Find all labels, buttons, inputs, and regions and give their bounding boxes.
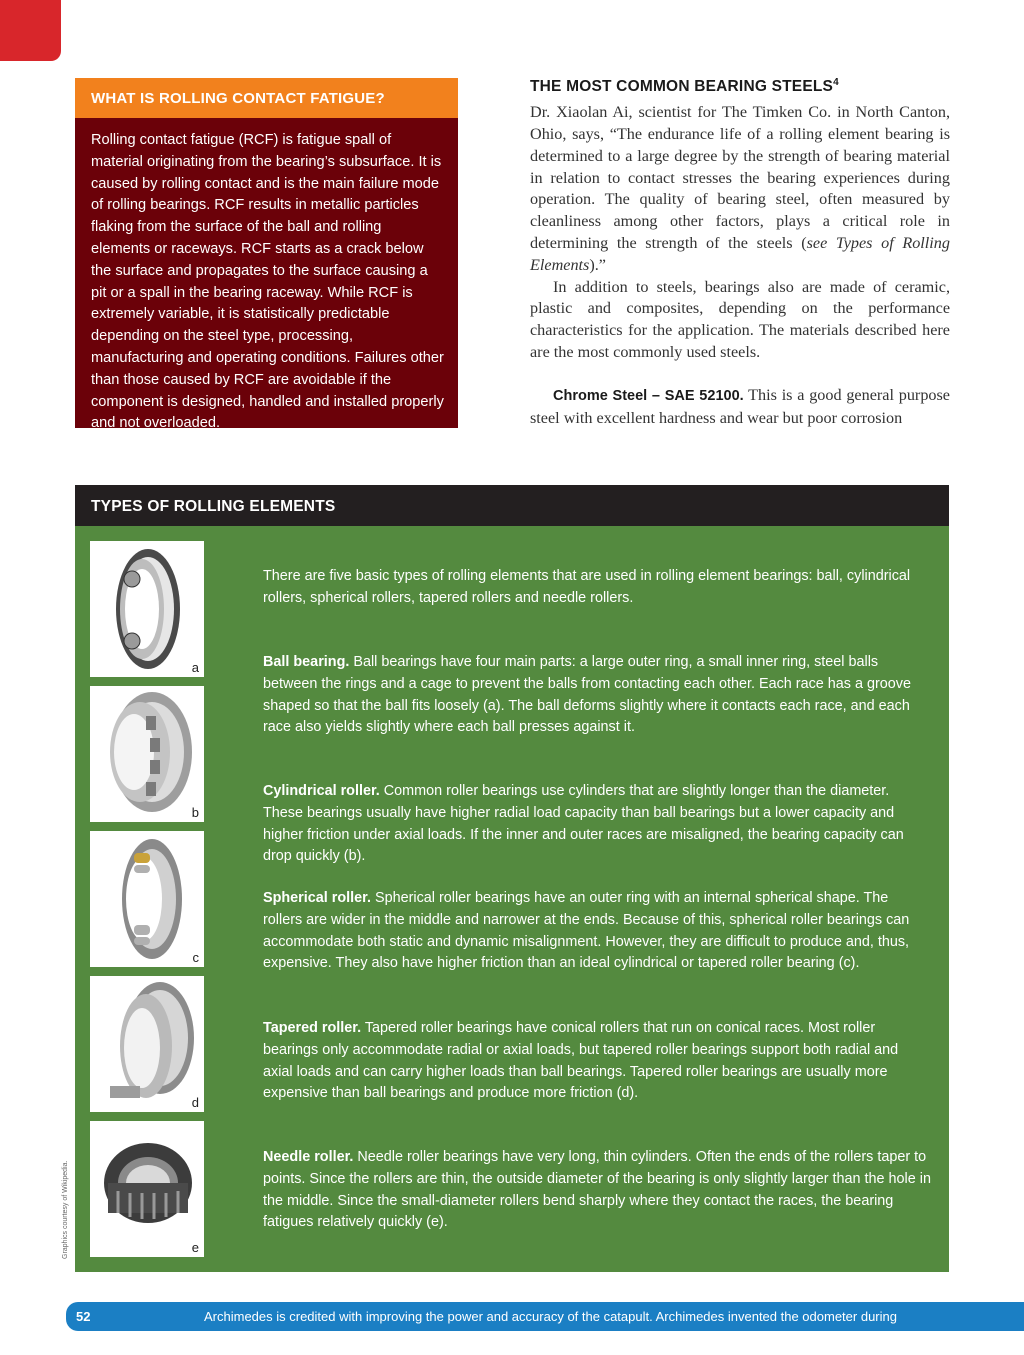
corner-tab [0,0,61,61]
tapered-roller-bearing-icon [90,976,204,1112]
cylindrical-roller-bearing-icon [90,686,204,822]
bearing-steels-article [530,77,950,429]
caption-a: a [191,660,199,675]
cylindrical-roller-title: Cylindrical roller. [263,783,380,799]
bearing-steels-paragraph-2: In addition to steels, bearings also are made of ceramic, plastic and composites, depending on the performance characteristics for the application. The materials described here are the most commonly used steels. [530,277,950,361]
chrome-steel-paragraph: Chrome Steel – SAE 52100. This is a good general purpose steel with excellent hardness and wear but poor corrosion [530,385,950,427]
caption-d: d [191,1095,199,1110]
caption-c: c [192,950,199,965]
needle-roller-title: Needle roller. [263,1149,354,1165]
tapered-roller-title: Tapered roller. [263,1020,362,1036]
tapered-roller-paragraph: Tapered roller. Tapered roller bearings have conical rollers that run on conical races. Most roller bearings only accommodate radial or axial loads, but tapered roller bearings support both radial and axial loads and can carry higher loads than ball bearings. Tapered roller bearings are usually more expensive than ball bearings and produce more friction (d). [263,1020,899,1102]
spherical-roller-paragraph: Spherical roller. Spherical roller bearings have an outer ring with an internal spherical shape. The rollers are wider in the middle and narrower at the ends. Because of this, spherical roller bearings can accommodate both static and dynamic misalignment. However, they are difficult to produce and, thus, expensive. They also have higher friction than an ideal cylindrical or tapered roller bearing (c). [263,890,910,972]
ball-bearing-paragraph: Ball bearing. Ball bearings have four main parts: a large outer ring, a small inner ring, steel balls between the rings and a cage to prevent the balls from contacting each other. Each race has a groove shaped so that the ball fits loosely (a). The ball deforms slightly where it contacts each race, and each race also yields slightly where each ball presses against it. [263,654,911,736]
caption-b: b [191,805,199,820]
chrome-steel-runin: Chrome Steel – SAE 52100. [553,387,744,404]
needle-roller-paragraph: Needle roller. Needle roller bearings have very long, thin cylinders. Often the ends of the rollers taper to points. Since the rollers are thin, the outside diameter of the bearing is only slightly larger than the hole in the middle. Since the small-diameter rollers bend sharply where they contact the races, the bearing fatigues relatively quickly (e). [263,1149,931,1231]
bearing-steels-heading: THE MOST COMMON BEARING STEELS$^4$ [530,77,839,96]
spherical-roller-title: Spherical roller. [263,890,371,906]
bearing-steels-paragraph-1: Dr. Xiaolan Ai, scientist for The Timken Co. in North Canton, Ohio, says, “The endurance life of a rolling element bearing is determined to a large degree by the strength of bearing material in relation to contact stresses the bearing experiences during operation. The quality of bearing steel, often measured by cleanliness among other factors, plays a critical role in determining the strength of the steels (see Types of Rolling Elements).” [530,103,950,274]
rolling-elements-intro: There are five basic types of rolling elements that are used in rolling element bearings: ball, cylindrical rollers, spherical rollers, tapered rollers and needle rollers. [263,568,911,606]
needle-roller-bearing-icon [90,1121,204,1257]
bearing-image-e [90,1121,204,1257]
rcf-heading: WHAT IS ROLLING CONTACT FATIGUE? [75,78,458,118]
bearing-image-d [90,976,204,1112]
cross-reference: see Types of Rolling Elements [530,233,950,274]
footer-fact: Archimedes is credited with improving the power and accuracy of the catapult. Archimedes invented the odometer during [204,1309,897,1324]
footer-bar [66,1302,1024,1331]
bearing-image-c [90,831,204,967]
caption-e: e [191,1240,199,1255]
rcf-sidebar [75,78,458,432]
rolling-elements-heading: TYPES OF ROLLING ELEMENTS [75,485,949,526]
spherical-roller-bearing-icon [90,831,204,967]
ball-bearing-title: Ball bearing. [263,654,350,670]
rolling-elements-sidebar [75,485,949,1272]
page-number: 52 [76,1309,91,1324]
footnote-marker: 4 [833,77,839,88]
bearing-image-b [90,686,204,822]
graphics-credit: Graphics courtesy of Wikipedia. [62,1160,69,1259]
rcf-body: Rolling contact fatigue (RCF) is fatigue spall of material originating from the bearing’s subsurface. It is caused by rolling contact and is the main failure mode of rolling bearings. RCF results in metallic particles flaking from the surface of the ball and rolling elements or raceways. RCF starts as a crack below the surface and propagates to the surface causing a pit or a spall in the bearing raceway. While RCF is extremely variable, it is statistically predictable depending on the steel type, processing, manufacturing and operating conditions. Failures other than those caused by RCF are avoidable if the component is designed, handled and installed properly and not overloaded. [91,132,444,432]
bearing-image-a [90,541,204,677]
ball-bearing-icon [90,541,204,677]
cylindrical-roller-paragraph: Cylindrical roller. Common roller bearings use cylinders that are slightly longer than the diameter. These bearings usually have higher radial load capacity than ball bearings but a lower capacity and higher friction under axial loads. If the inner and outer races are misaligned, the bearing capacity can drop quickly (b). [263,783,904,865]
